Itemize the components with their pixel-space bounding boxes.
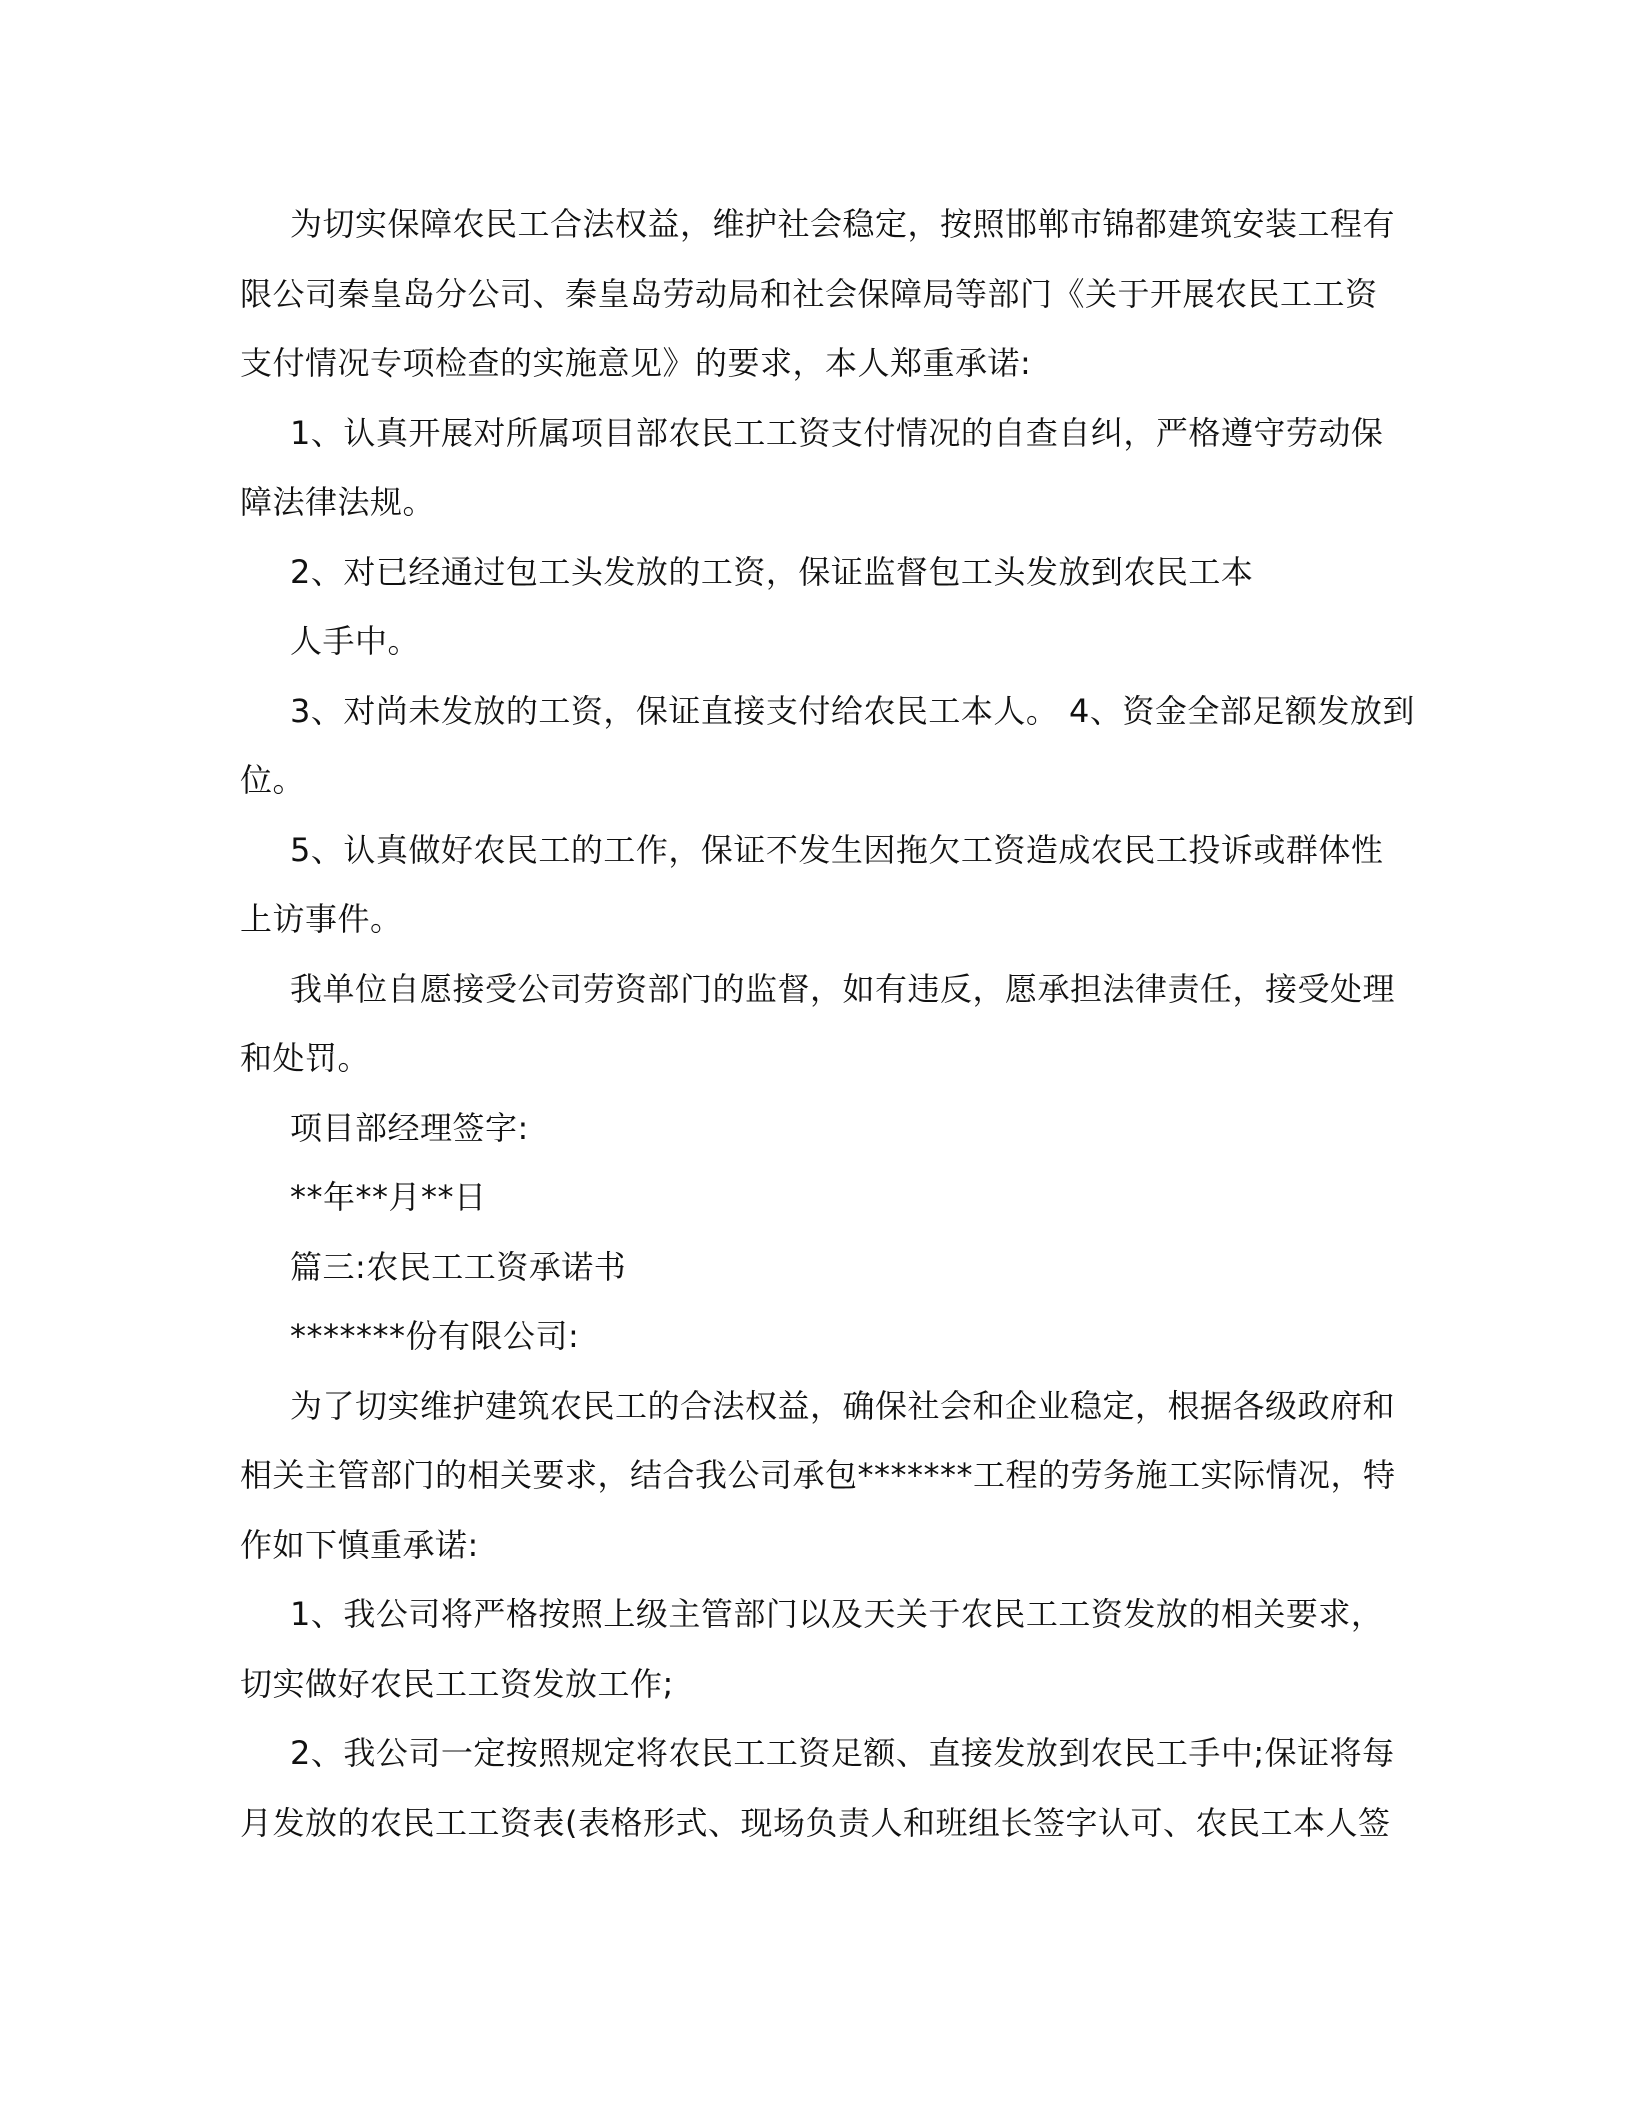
text-line: 3、对尚未发放的工资，保证直接支付给农民工本人。 4、资金全部足额发放到 — [290, 691, 1415, 730]
text-line: 为了切实维护建筑农民工的合法权益，确保社会和企业稳定，根据各级政府和 — [290, 1386, 1396, 1425]
text-line: 2、对已经通过包工头发放的工资，保证监督包工头发放到农民工本 — [290, 552, 1254, 591]
text-line: 切实做好农民工工资发放工作; — [240, 1664, 674, 1703]
addressee-line: *******份有限公司: — [290, 1317, 580, 1355]
text-line: 月发放的农民工工资表(表格形式、现场负责人和班组长签字认可、农民工本人签 — [240, 1803, 1391, 1842]
text-line: 支付情况专项检查的实施意见》的要求，本人郑重承诺: — [240, 344, 1032, 382]
text-line: 人手中。 — [290, 622, 421, 660]
date-line: **年**月**日 — [290, 1178, 487, 1216]
text-line: 相关主管部门的相关要求，结合我公司承包*******工程的劳务施工实际情况，特 — [240, 1456, 1396, 1494]
text-line: 1、认真开展对所属项目部农民工工资支付情况的自查自纠，严格遵守劳动保 — [290, 413, 1384, 452]
text-line: 我单位自愿接受公司劳资部门的监督，如有违反，愿承担法律责任，接受处理 — [290, 969, 1396, 1008]
text-line: 为切实保障农民工合法权益，维护社会稳定，按照邯郸市锦都建筑安装工程有 — [290, 205, 1396, 243]
section-heading: 篇三:农民工工资承诺书 — [290, 1247, 627, 1286]
text-line: 1、我公司将严格按照上级主管部门以及天关于农民工工资发放的相关要求， — [290, 1595, 1384, 1633]
signature-label: 项目部经理签字: — [290, 1108, 529, 1147]
text-line: 作如下慎重承诺: — [240, 1525, 479, 1564]
text-line: 上访事件。 — [240, 900, 403, 938]
text-line: 5、认真做好农民工的工作，保证不发生因拖欠工资造成农民工投诉或群体性 — [290, 830, 1384, 869]
text-line: 和处罚。 — [240, 1039, 371, 1077]
text-line: 限公司秦皇岛分公司、秦皇岛劳动局和社会保障局等部门《关于开展农民工工资 — [240, 274, 1378, 313]
text-line: 障法律法规。 — [240, 483, 436, 521]
text-line: 2、我公司一定按照规定将农民工工资足额、直接发放到农民工手中;保证将每 — [290, 1734, 1395, 1772]
text-line: 位。 — [240, 761, 306, 799]
document-body — [240, 190, 1415, 1858]
